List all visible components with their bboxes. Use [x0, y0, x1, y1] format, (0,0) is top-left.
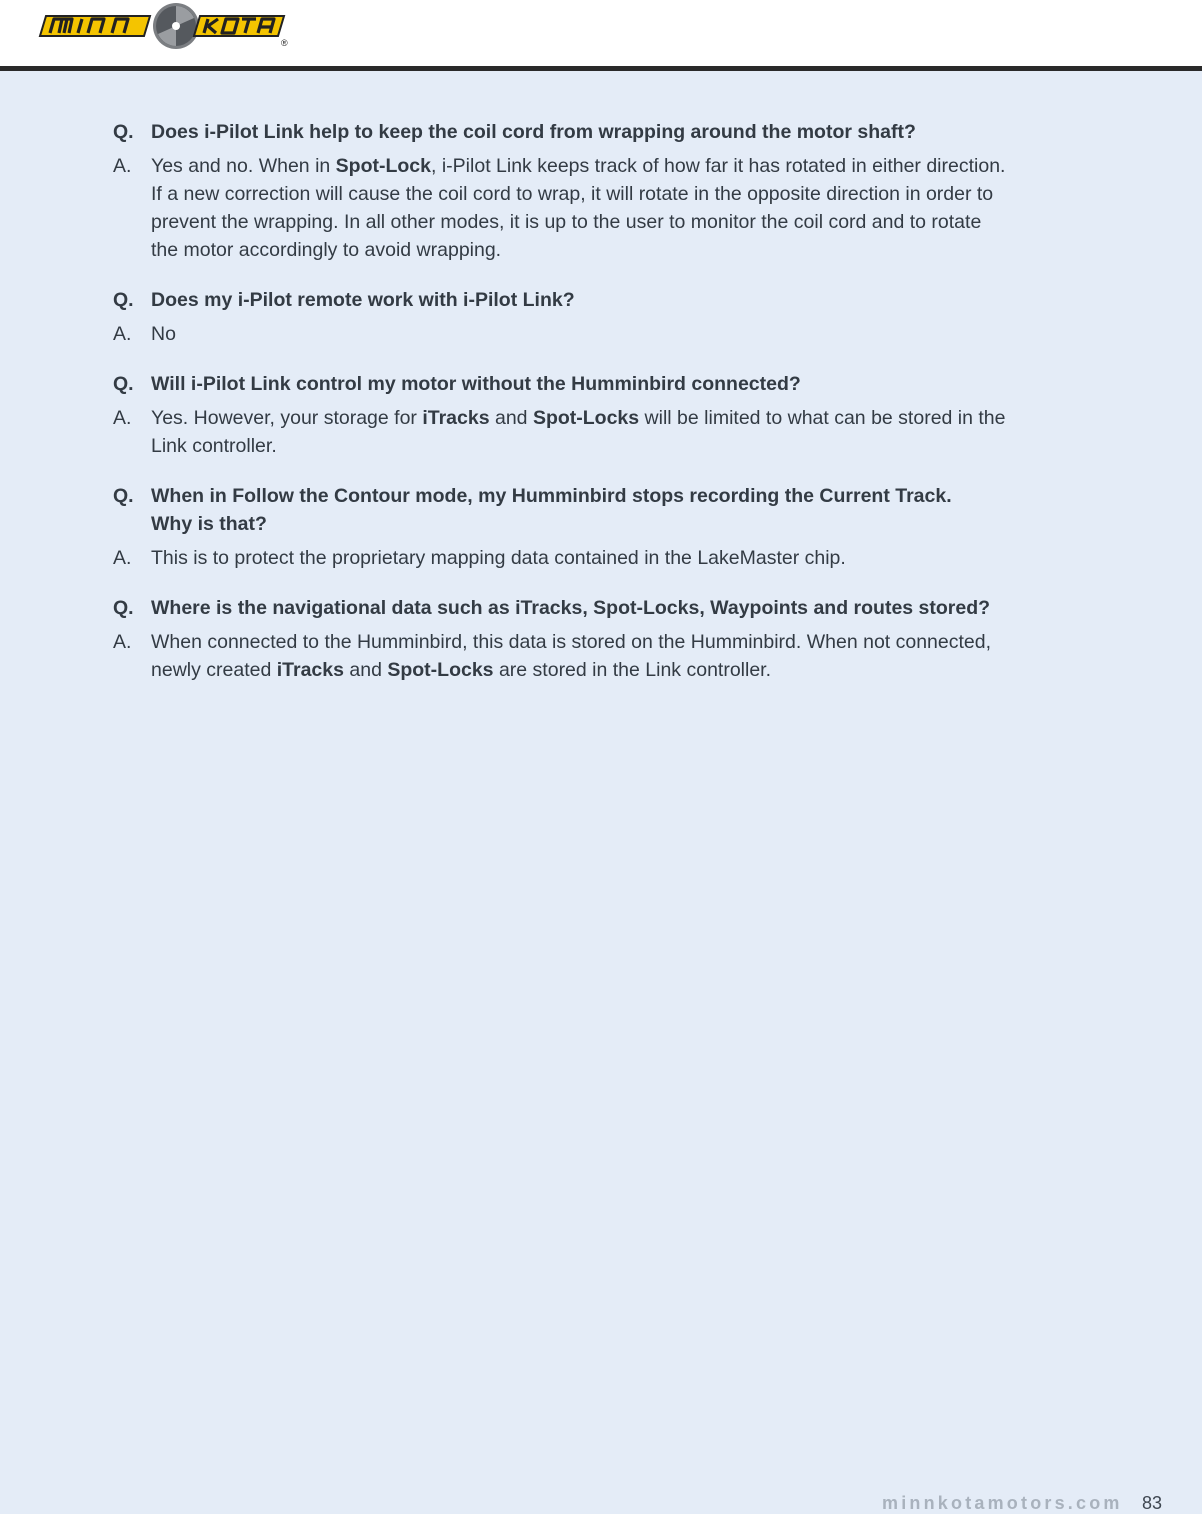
question-row	[113, 370, 1073, 398]
answer-label: A.	[113, 547, 132, 569]
faq-item	[113, 482, 1073, 572]
question-row	[113, 286, 1073, 314]
answer-text: Yes and no. When in Spot-Lock, i-Pilot Link keeps track of how far it has rotated in either direction. If a new correction will cause the coil cord to wrap, it will rotate in the opposite direction in order to prevent the wrapping. In all other modes, it is up to the user to monitor the coil cord and to rotate the motor accordingly to avoid wrapping.	[151, 155, 1006, 261]
answer-label: A.	[113, 407, 132, 429]
faq-item	[113, 286, 1073, 348]
answer-text: No	[151, 323, 176, 345]
question-label: Q.	[113, 373, 134, 395]
minn-kota-logo-graphic	[38, 2, 290, 50]
faq-item	[113, 594, 1073, 684]
footer-website: minnkotamotors.com	[882, 1493, 1123, 1513]
header-divider	[0, 66, 1202, 71]
answer-label: A.	[113, 631, 132, 653]
question-label: Q.	[113, 121, 134, 143]
question-text: Where is the navigational data such as iTracks, Spot-Locks, Waypoints and routes stored?	[151, 597, 991, 619]
faq-item	[113, 370, 1073, 460]
question-label: Q.	[113, 485, 134, 507]
answer-row	[113, 152, 1073, 264]
answer-text: Yes. However, your storage for iTracks and Spot-Locks will be limited to what can be stored in the Link controller.	[151, 407, 1006, 457]
answer-row	[113, 544, 1073, 572]
answer-label: A.	[113, 155, 132, 177]
page-header	[0, 0, 1202, 66]
faq-item	[113, 118, 1073, 264]
answer-row	[113, 628, 1073, 684]
answer-row	[113, 320, 1073, 348]
answer-row	[113, 404, 1073, 460]
question-text: Does i-Pilot Link help to keep the coil cord from wrapping around the motor shaft?	[151, 121, 916, 143]
faq-list	[113, 118, 1073, 706]
question-row	[113, 482, 1073, 538]
answer-label: A.	[113, 323, 132, 345]
question-text: Does my i-Pilot remote work with i-Pilot Link?	[151, 289, 575, 311]
question-label: Q.	[113, 289, 134, 311]
minn-kota-logo	[38, 2, 290, 50]
page-number: 83	[1142, 1493, 1163, 1513]
question-row	[113, 594, 1073, 622]
question-label: Q.	[113, 597, 134, 619]
question-text: When in Follow the Contour mode, my Humminbird stops recording the Current Track. Why is that?	[151, 485, 952, 535]
registered-mark: ®	[281, 38, 288, 48]
answer-text: When connected to the Humminbird, this data is stored on the Humminbird. When not connected, newly created iTracks and Spot-Locks are stored in the Link controller.	[151, 631, 992, 681]
question-text: Will i-Pilot Link control my motor without the Humminbird connected?	[151, 373, 801, 395]
answer-text: This is to protect the proprietary mapping data contained in the LakeMaster chip.	[151, 547, 846, 569]
question-row	[113, 118, 1073, 146]
